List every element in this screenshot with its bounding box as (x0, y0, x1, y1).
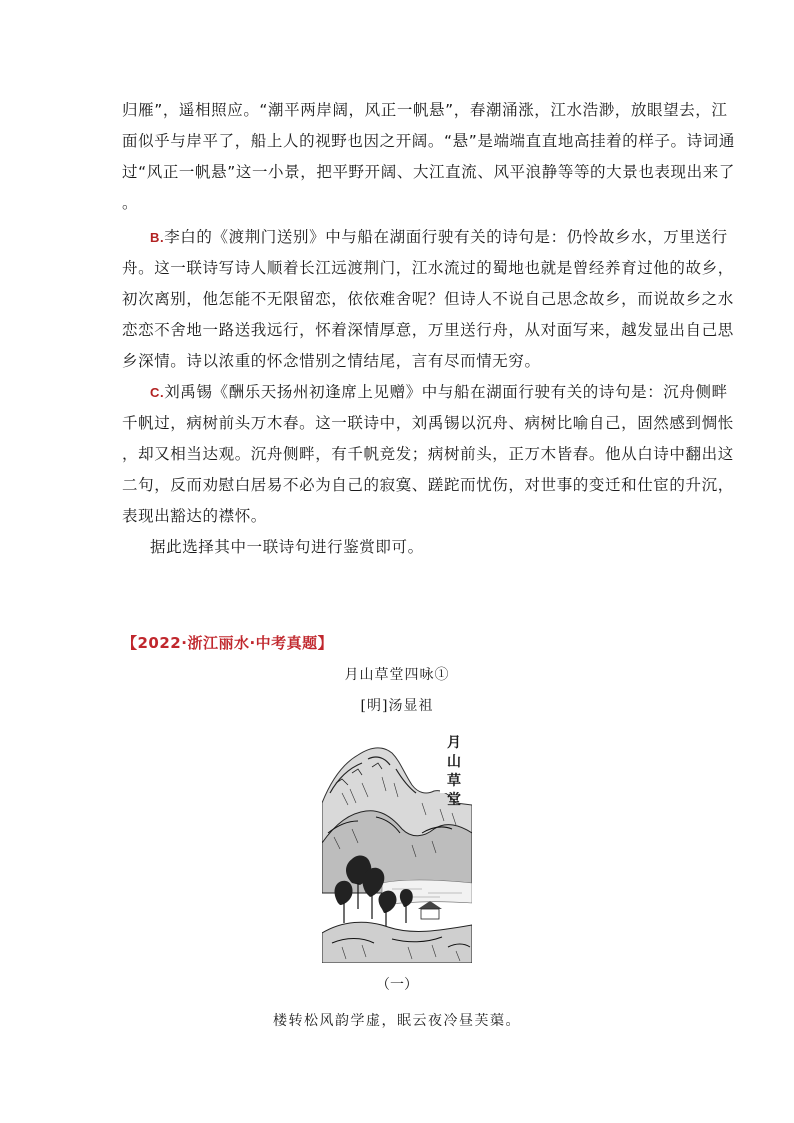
text-line: ，却又相当达观。沉舟侧畔，有千帆竞发；病树前头，正万木皆春。他从白诗中翻出这 (122, 445, 734, 463)
text-line: 初次离别，他怎能不无限留恋，依依难舍呢？但诗人不说自己思念故乡，而说故乡之水 (122, 290, 734, 308)
text-line (122, 377, 728, 408)
text-line: 过“风正一帆悬”这一小景，把平野开阔、大江直流、风平浪静等等的大景也表现出来了 (122, 163, 735, 181)
caption-char: 堂 (447, 792, 461, 808)
text-line (122, 222, 728, 253)
text-line: 据此选择其中一联诗句进行鉴赏即可。 (150, 538, 424, 556)
text-content: 李白的《渡荆门送别》中与船在湖面行驶有关的诗句是：仍怜故乡水，万里送行 (164, 228, 728, 246)
analysis-paragraph-a (122, 95, 735, 219)
text-line: 恋恋不舍地一路送我远行，怀着深情厚意，万里送行舟，从对面写来，越发显出自己思 (122, 321, 734, 339)
poem-section-number: （一） (376, 977, 418, 993)
poem-author: [明]汤显祖 (360, 698, 434, 714)
text-line: 乡深情。诗以浓重的怀念惜别之情结尾，言有尽而情无穷。 (122, 352, 541, 370)
exam-source-tag: 【2022·浙江丽水·中考真题】 (122, 634, 334, 652)
analysis-paragraph-c (122, 377, 734, 532)
poem-title: 月山草堂四咏① (344, 667, 450, 683)
text-line: 面似乎与岸平了，船上人的视野也因之开阔。“悬”是端端直直地高挂着的样子。诗词通 (122, 132, 735, 150)
option-label-b: B. (150, 230, 165, 245)
analysis-paragraph-b (122, 222, 734, 377)
text-line: 二句，反而劝慰白居易不必为自己的寂寞、蹉跎而忧伤，对世事的变迁和仕宦的升沉， (122, 476, 734, 494)
text-line: 。 (122, 194, 139, 212)
text-line: 归雁”，遥相照应。“潮平两岸阔，风正一帆悬”，春潮涌涨，江水浩渺，放眼望去，江 (122, 101, 728, 119)
text-line: 表现出豁达的襟怀。 (122, 507, 267, 525)
text-line: 舟。这一联诗写诗人顺着长江远渡荆门，江水流过的蜀地也就是曾经养育过他的故乡， (122, 259, 734, 277)
caption-char: 山 (447, 754, 461, 770)
caption-char: 草 (447, 773, 461, 789)
option-label-c: C. (150, 385, 165, 400)
caption-char: 月 (447, 735, 461, 751)
poem-line: 楼转松风韵学虚，眠云夜冷昼芙蕖。 (273, 1013, 521, 1029)
text-line: 千帆过，病树前头万木春。这一联诗中，刘禹锡以沉舟、病树比喻自己，固然感到惆怅 (122, 414, 734, 432)
painting-caption (444, 734, 464, 810)
conclusion-paragraph (122, 532, 682, 563)
text-content: 刘禹锡《酬乐天扬州初逢席上见赠》中与船在湖面行驶有关的诗句是：沉舟侧畔 (164, 383, 728, 401)
